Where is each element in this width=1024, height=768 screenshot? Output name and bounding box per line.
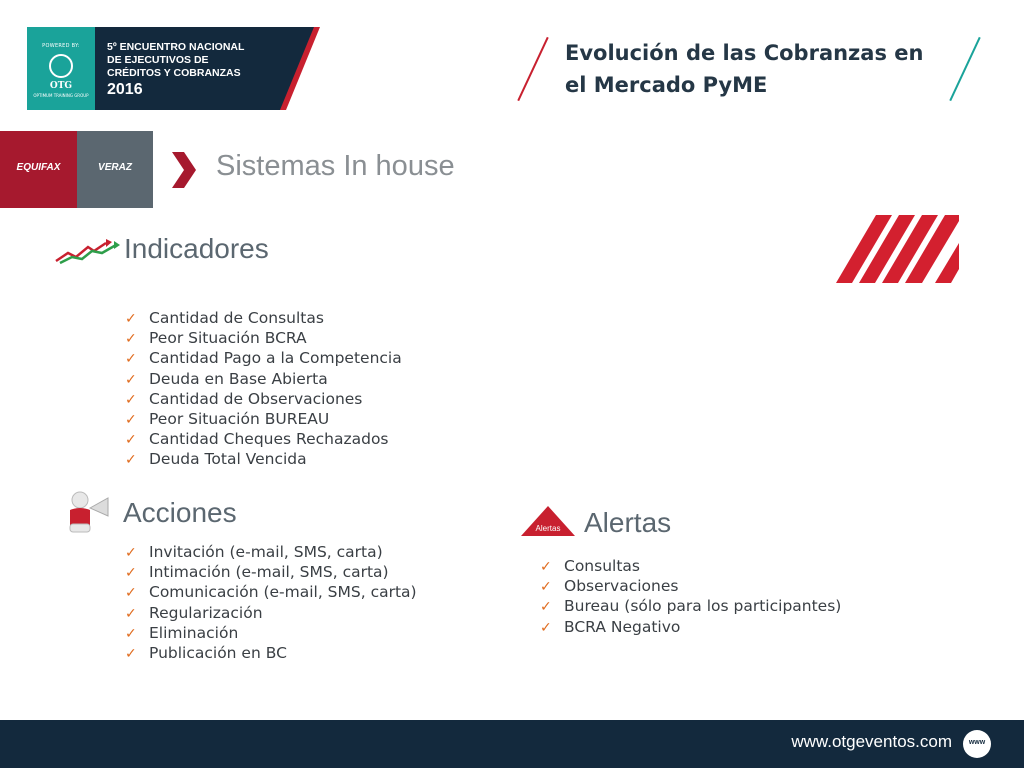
list-item: [125, 389, 402, 409]
check-icon: ✓: [125, 311, 137, 327]
trend-chart-icon: [54, 239, 120, 265]
check-icon: ✓: [540, 559, 552, 575]
check-icon: ✓: [125, 391, 137, 408]
alert-triangle-icon: [520, 505, 576, 537]
list-item-label: Eliminación: [149, 623, 239, 642]
check-icon: ✓: [125, 585, 137, 602]
alert-icon-label: Alertas: [535, 524, 561, 533]
equifax-logo-text: EQUIFAX: [16, 162, 61, 173]
otg-logo-subtitle: OPTIMUM TRAINING GROUP: [33, 93, 89, 98]
alertas-heading: Alertas: [584, 507, 672, 538]
list-item: [125, 582, 417, 602]
list-item: [125, 429, 402, 449]
list-item-label: BCRA Negativo: [564, 617, 681, 636]
list-item: [125, 348, 402, 368]
list-item: [125, 369, 402, 389]
list-item-label: Comunicación (e-mail, SMS, carta): [149, 583, 417, 602]
list-item-label: Cantidad Cheques Rechazados: [149, 430, 389, 449]
check-icon: ✓: [125, 371, 137, 388]
list-item-label: Bureau (sólo para los participantes): [564, 597, 842, 616]
list-item-label: Deuda en Base Abierta: [149, 369, 328, 388]
www-icon-label: www: [968, 739, 986, 746]
decor-slash-teal: [949, 37, 980, 101]
list-item: [125, 542, 417, 562]
equifax-logo: [0, 131, 77, 208]
check-icon: ✓: [125, 565, 137, 582]
list-item-label: Cantidad de Observaciones: [149, 389, 363, 408]
list-item: [125, 308, 402, 328]
veraz-logo-text: VERAZ: [98, 162, 132, 173]
list-item-label: Publicación en BC: [149, 643, 287, 662]
list-item-label: Peor Situación BCRA: [149, 329, 307, 348]
check-icon: ✓: [125, 452, 137, 469]
list-item-label: Invitación (e-mail, SMS, carta): [149, 543, 383, 561]
alertas-list: [540, 556, 841, 637]
event-year: 2016: [107, 81, 143, 98]
check-icon: ✓: [125, 432, 137, 449]
list-item-label: Intimación (e-mail, SMS, carta): [149, 563, 389, 582]
section-title: Sistemas In house: [216, 150, 455, 182]
decor-red-stripes: [836, 215, 959, 283]
list-item-label: Deuda Total Vencida: [149, 450, 307, 469]
acciones-list: [125, 542, 417, 663]
list-item: [540, 556, 841, 576]
list-item-label: Cantidad Pago a la Competencia: [149, 349, 402, 368]
globe-www-icon[interactable]: [963, 730, 991, 758]
check-icon: ✓: [540, 619, 552, 636]
check-icon: ✓: [125, 411, 137, 428]
otg-logo-icon: [49, 54, 73, 78]
list-item: [125, 603, 417, 623]
list-item: [125, 623, 417, 643]
list-item-label: Consultas: [564, 557, 640, 575]
check-icon: ✓: [125, 351, 137, 368]
footer-bar: [0, 720, 1024, 768]
check-icon: ✓: [125, 605, 137, 622]
event-title: 5º ENCUENTRO NACIONAL DE EJECUTIVOS DE CRÉDITOS Y COBRANZAS: [107, 41, 245, 79]
list-item: [540, 576, 841, 596]
acciones-heading: Acciones: [123, 497, 237, 528]
indicadores-heading: Indicadores: [124, 233, 269, 264]
list-item: [125, 562, 417, 582]
otg-logo-text: OTG: [49, 81, 73, 91]
slide-title: Evolución de las Cobranzas en el Mercado PyME: [565, 41, 924, 97]
list-item: [540, 596, 841, 616]
check-icon: ✓: [540, 599, 552, 616]
check-icon: ✓: [125, 545, 137, 561]
check-icon: ✓: [540, 579, 552, 596]
chevron-right-icon: [172, 152, 196, 188]
list-item: [125, 449, 402, 469]
check-icon: ✓: [125, 331, 137, 348]
list-item: [125, 643, 417, 663]
veraz-logo: [77, 131, 153, 208]
footer-url-link[interactable]: www.otgeventos.com: [791, 732, 952, 751]
powered-by-label: POWERED BY:: [42, 43, 80, 49]
list-item-label: Observaciones: [564, 577, 679, 596]
list-item: [125, 328, 402, 348]
list-item-label: Regularización: [149, 603, 263, 622]
list-item: [125, 409, 402, 429]
check-icon: ✓: [125, 645, 137, 662]
indicadores-list: [125, 308, 402, 470]
otg-logo-box: [27, 27, 95, 110]
person-megaphone-icon: [56, 490, 112, 534]
list-item-label: Peor Situación BUREAU: [149, 409, 330, 428]
check-icon: ✓: [125, 625, 137, 642]
list-item-label: Cantidad de Consultas: [149, 309, 324, 327]
decor-slash-red: [517, 37, 548, 101]
list-item: [540, 617, 841, 637]
